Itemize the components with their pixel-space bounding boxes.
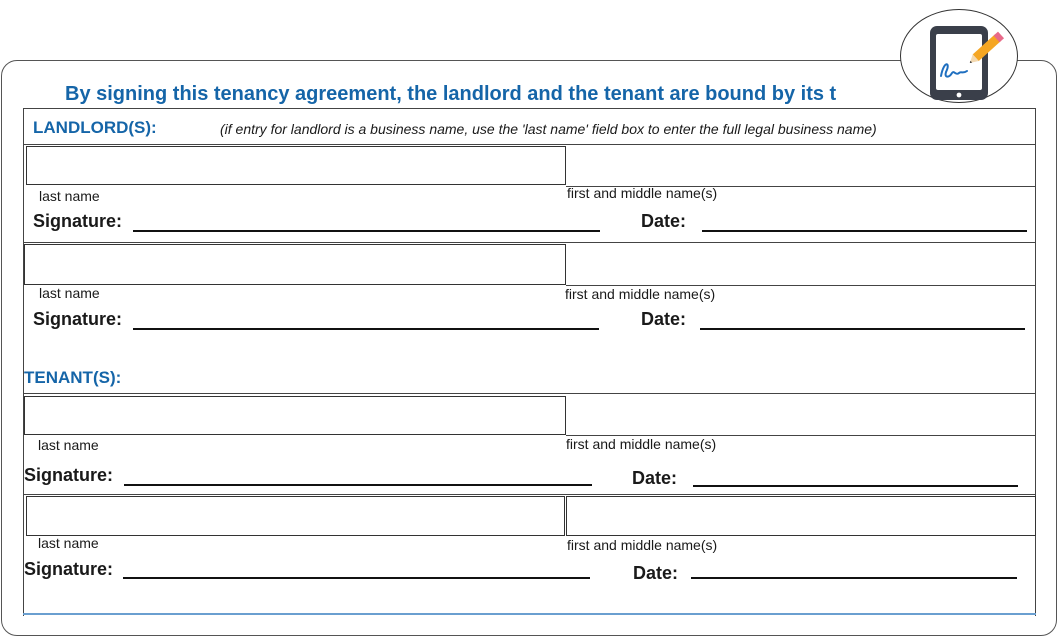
tenant-2-first-name-label: first and middle name(s) bbox=[567, 537, 718, 553]
tenant-1-last-name-field[interactable] bbox=[24, 396, 566, 435]
tenant-1-first-name-label: first and middle name(s) bbox=[566, 436, 717, 452]
table-rule bbox=[23, 393, 1036, 394]
landlord-2-signature-line[interactable] bbox=[133, 328, 599, 330]
table-rule bbox=[23, 144, 1036, 145]
landlord-1-last-name-label: last name bbox=[39, 188, 100, 204]
landlord-1-signature-line[interactable] bbox=[133, 230, 600, 232]
landlords-section-title: LANDLORD(S): bbox=[33, 118, 157, 137]
landlords-note: (if entry for landlord is a business name, use the 'last name' field box to enter the full legal business name) bbox=[220, 121, 877, 137]
landlord-2-date-label: Date: bbox=[641, 309, 687, 329]
landlord-2-last-name-field[interactable] bbox=[24, 244, 566, 285]
table-rule bbox=[23, 242, 1036, 243]
landlord-2-first-name-label: first and middle name(s) bbox=[565, 286, 716, 302]
tenant-2-signature-label: Signature: bbox=[24, 559, 114, 579]
landlord-1-last-name-field[interactable] bbox=[26, 146, 566, 185]
tenant-2-signature-line[interactable] bbox=[123, 577, 590, 579]
tenant-1-signature-line[interactable] bbox=[124, 484, 592, 486]
table-bottom-rule bbox=[23, 613, 1036, 615]
landlord-1-date-label: Date: bbox=[641, 211, 687, 231]
tablet-signature-icon bbox=[900, 9, 1018, 103]
landlord-1-signature-label: Signature: bbox=[33, 211, 123, 231]
table-rule bbox=[23, 108, 1036, 109]
tenant-2-date-label: Date: bbox=[633, 563, 679, 583]
landlord-2-last-name-label: last name bbox=[39, 285, 100, 301]
tenant-2-first-name-field[interactable] bbox=[566, 496, 1036, 536]
tenant-2-last-name-label: last name bbox=[38, 535, 99, 551]
landlord-1-first-name-label: first and middle name(s) bbox=[567, 185, 718, 201]
tenant-2-last-name-field[interactable] bbox=[26, 496, 565, 536]
landlord-1-date-line[interactable] bbox=[702, 230, 1027, 232]
tenant-1-date-line[interactable] bbox=[693, 485, 1018, 487]
landlord-2-date-line[interactable] bbox=[700, 328, 1025, 330]
tenant-1-signature-label: Signature: bbox=[24, 465, 114, 485]
agreement-headline: By signing this tenancy agreement, the landlord and the tenant are bound by its t bbox=[65, 83, 837, 105]
tenants-section-title: TENANT(S): bbox=[24, 368, 122, 387]
table-rule bbox=[23, 494, 1036, 495]
landlord-2-signature-label: Signature: bbox=[33, 309, 123, 329]
tenant-1-date-label: Date: bbox=[632, 468, 678, 488]
tenant-1-last-name-label: last name bbox=[38, 437, 99, 453]
tenant-2-date-line[interactable] bbox=[691, 577, 1017, 579]
